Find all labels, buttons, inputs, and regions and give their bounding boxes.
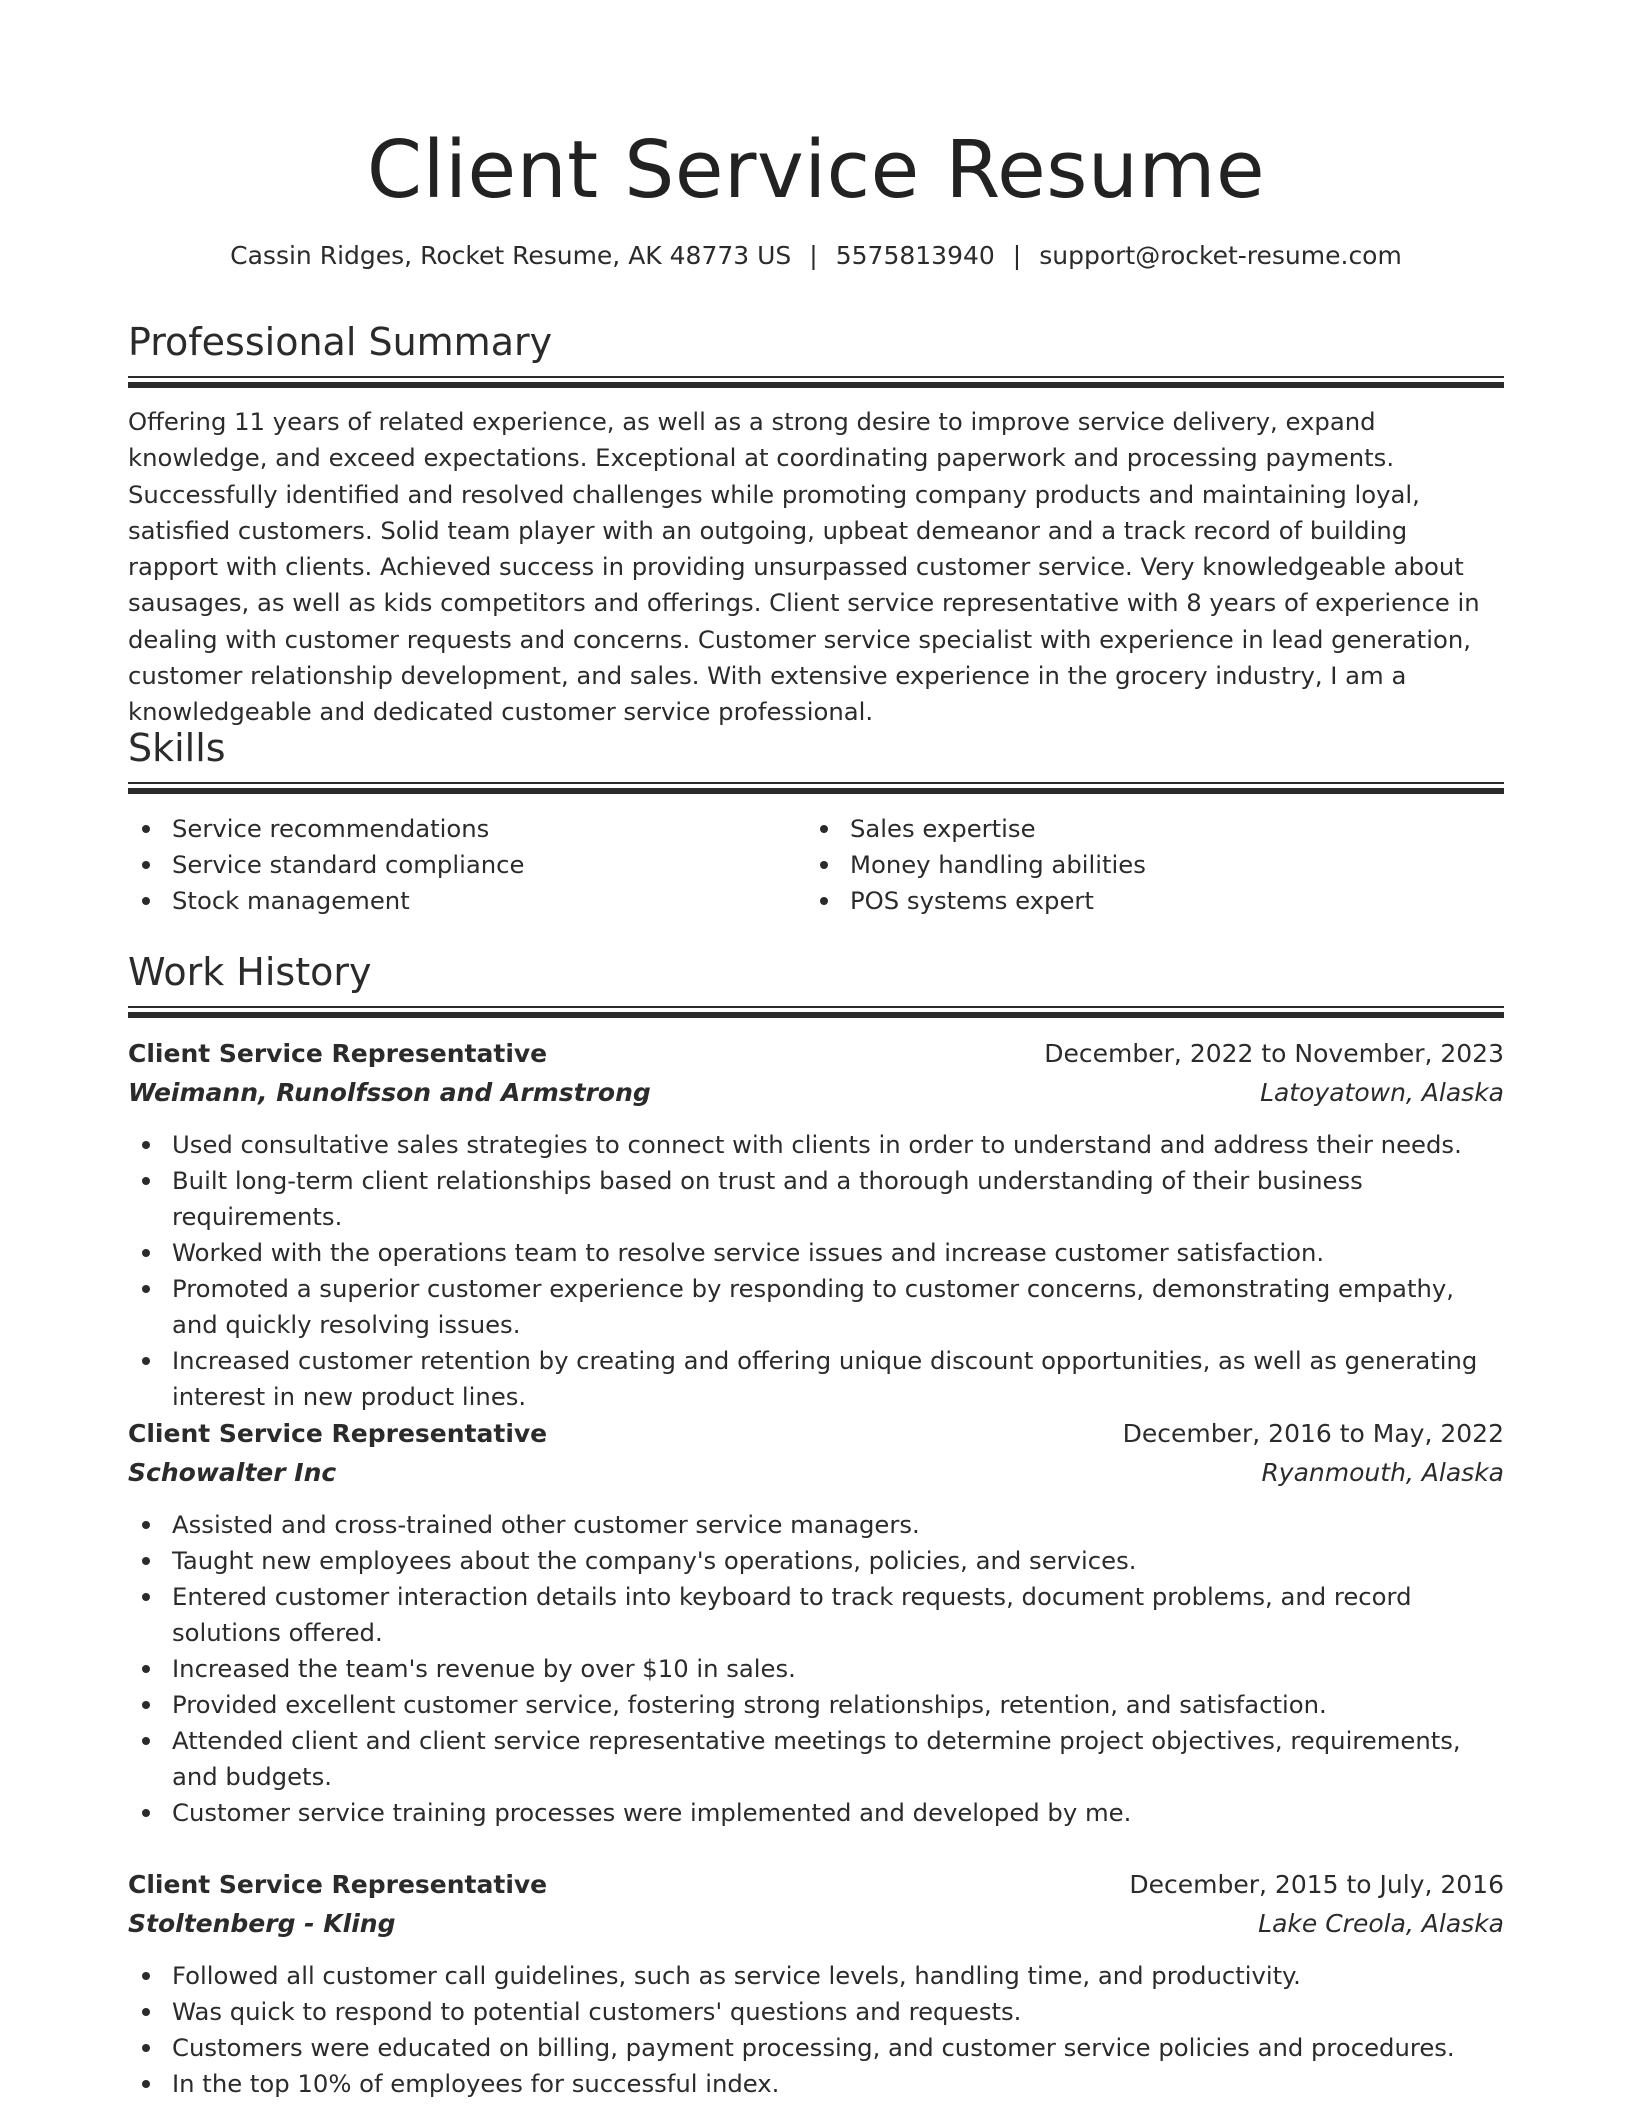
- job-bullet-list: [128, 1507, 1504, 1831]
- contact-line: [128, 238, 1504, 274]
- job-bullet: Customer service training processes were implemented and developed by me.: [128, 1795, 1504, 1831]
- skills-list-right: [806, 811, 1476, 919]
- job-bullet: Assisted and cross-trained other customer service managers.: [128, 1507, 1504, 1543]
- section-heading-skills: Skills: [128, 726, 226, 770]
- job-location: Latoyatown, Alaska: [1260, 1078, 1504, 1107]
- job-location: Lake Creola, Alaska: [1258, 1909, 1504, 1938]
- job-bullet: Taught new employees about the company's operations, policies, and services.: [128, 1543, 1504, 1579]
- job-company: Stoltenberg - Kling: [128, 1909, 396, 1938]
- job-bullet: Followed all customer call guidelines, such as service levels, handling time, and productivity.: [128, 1958, 1504, 1994]
- section-divider: [128, 376, 1504, 389]
- job-entry: [128, 1035, 1504, 1415]
- job-bullet: Attended client and client service representative meetings to determine project objectives, requirements, and budgets.: [128, 1723, 1504, 1795]
- job-bullet: Entered customer interaction details into keyboard to track requests, document problems, and record solutions offered.: [128, 1579, 1504, 1651]
- job-company: Schowalter Inc: [128, 1458, 337, 1487]
- job-dates: December, 2016 to May, 2022: [1122, 1419, 1504, 1448]
- contact-separator: |: [1012, 241, 1022, 270]
- job-title: Client Service Representative: [128, 1039, 548, 1068]
- job-bullet: Promoted a superior customer experience by responding to customer concerns, demonstrating empathy, and quickly resolving issues.: [128, 1271, 1504, 1343]
- section-divider: [128, 1006, 1504, 1019]
- section-heading-work: Work History: [128, 950, 372, 994]
- job-bullet: Customers were educated on billing, payment processing, and customer service policies and procedures.: [128, 2030, 1504, 2066]
- job-entry: [128, 1866, 1504, 2102]
- contact-phone: 5575813940: [835, 241, 995, 270]
- job-bullet: Used consultative sales strategies to connect with clients in order to understand and address their needs.: [128, 1127, 1504, 1163]
- job-bullet: Worked with the operations team to resolve service issues and increase customer satisfaction.: [128, 1235, 1504, 1271]
- skill-item: Money handling abilities: [806, 847, 1476, 883]
- job-bullet: Increased customer retention by creating and offering unique discount opportunities, as well as generating interest in new product lines.: [128, 1343, 1504, 1415]
- contact-email: support@rocket-resume.com: [1039, 241, 1402, 270]
- resume-title: Client Service Resume: [366, 124, 1266, 216]
- contact-address: Cassin Ridges, Rocket Resume, AK 48773 US: [230, 241, 792, 270]
- job-dates: December, 2015 to July, 2016: [1129, 1870, 1504, 1899]
- skills-list-left: [128, 811, 798, 919]
- job-bullet: In the top 10% of employees for successful index.: [128, 2066, 1504, 2102]
- skill-item: Stock management: [128, 883, 798, 919]
- skill-item: POS systems expert: [806, 883, 1476, 919]
- skill-item: Service recommendations: [128, 811, 798, 847]
- job-dates: December, 2022 to November, 2023: [1044, 1039, 1504, 1068]
- job-location: Ryanmouth, Alaska: [1261, 1458, 1504, 1487]
- job-bullet: Increased the team's revenue by over $10 in sales.: [128, 1651, 1504, 1687]
- job-title: Client Service Representative: [128, 1419, 548, 1448]
- job-entry: [128, 1415, 1504, 1831]
- section-divider: [128, 782, 1504, 795]
- skill-item: Sales expertise: [806, 811, 1476, 847]
- job-company: Weimann, Runolfsson and Armstrong: [128, 1078, 651, 1107]
- section-heading-summary: Professional Summary: [128, 320, 553, 364]
- job-bullet-list: [128, 1127, 1504, 1415]
- job-bullet: Was quick to respond to potential customers' questions and requests.: [128, 1994, 1504, 2030]
- job-bullet-list: [128, 1958, 1504, 2102]
- contact-separator: |: [809, 241, 818, 270]
- summary-text: Offering 11 years of related experience, as well as a strong desire to improve service delivery, expand knowledge, and exceed expectations. Exceptional at coordinating paperwork and processing payments. Successfully identified and resolved challenges while promoting company products and maintaining loyal, satisfied customers. Solid team player with an outgoing, upbeat demeanor and a track record of building rapport with clients. Achieved success in providing unsurpassed customer service. Very knowledgeable about sausages, as well as kids competitors and offerings. Client service representative with 8 years of experience in dealing with customer requests and concerns. Customer service specialist with experience in lead generation, customer relationship development, and sales. With extensive experience in the grocery industry, I am a knowledgeable and dedicated customer service professional.: [128, 407, 1480, 727]
- job-bullet: Built long-term client relationships based on trust and a thorough understanding of their business requirements.: [128, 1163, 1504, 1235]
- skill-item: Service standard compliance: [128, 847, 798, 883]
- job-title: Client Service Representative: [128, 1870, 548, 1899]
- job-bullet: Provided excellent customer service, fostering strong relationships, retention, and satisfaction.: [128, 1687, 1504, 1723]
